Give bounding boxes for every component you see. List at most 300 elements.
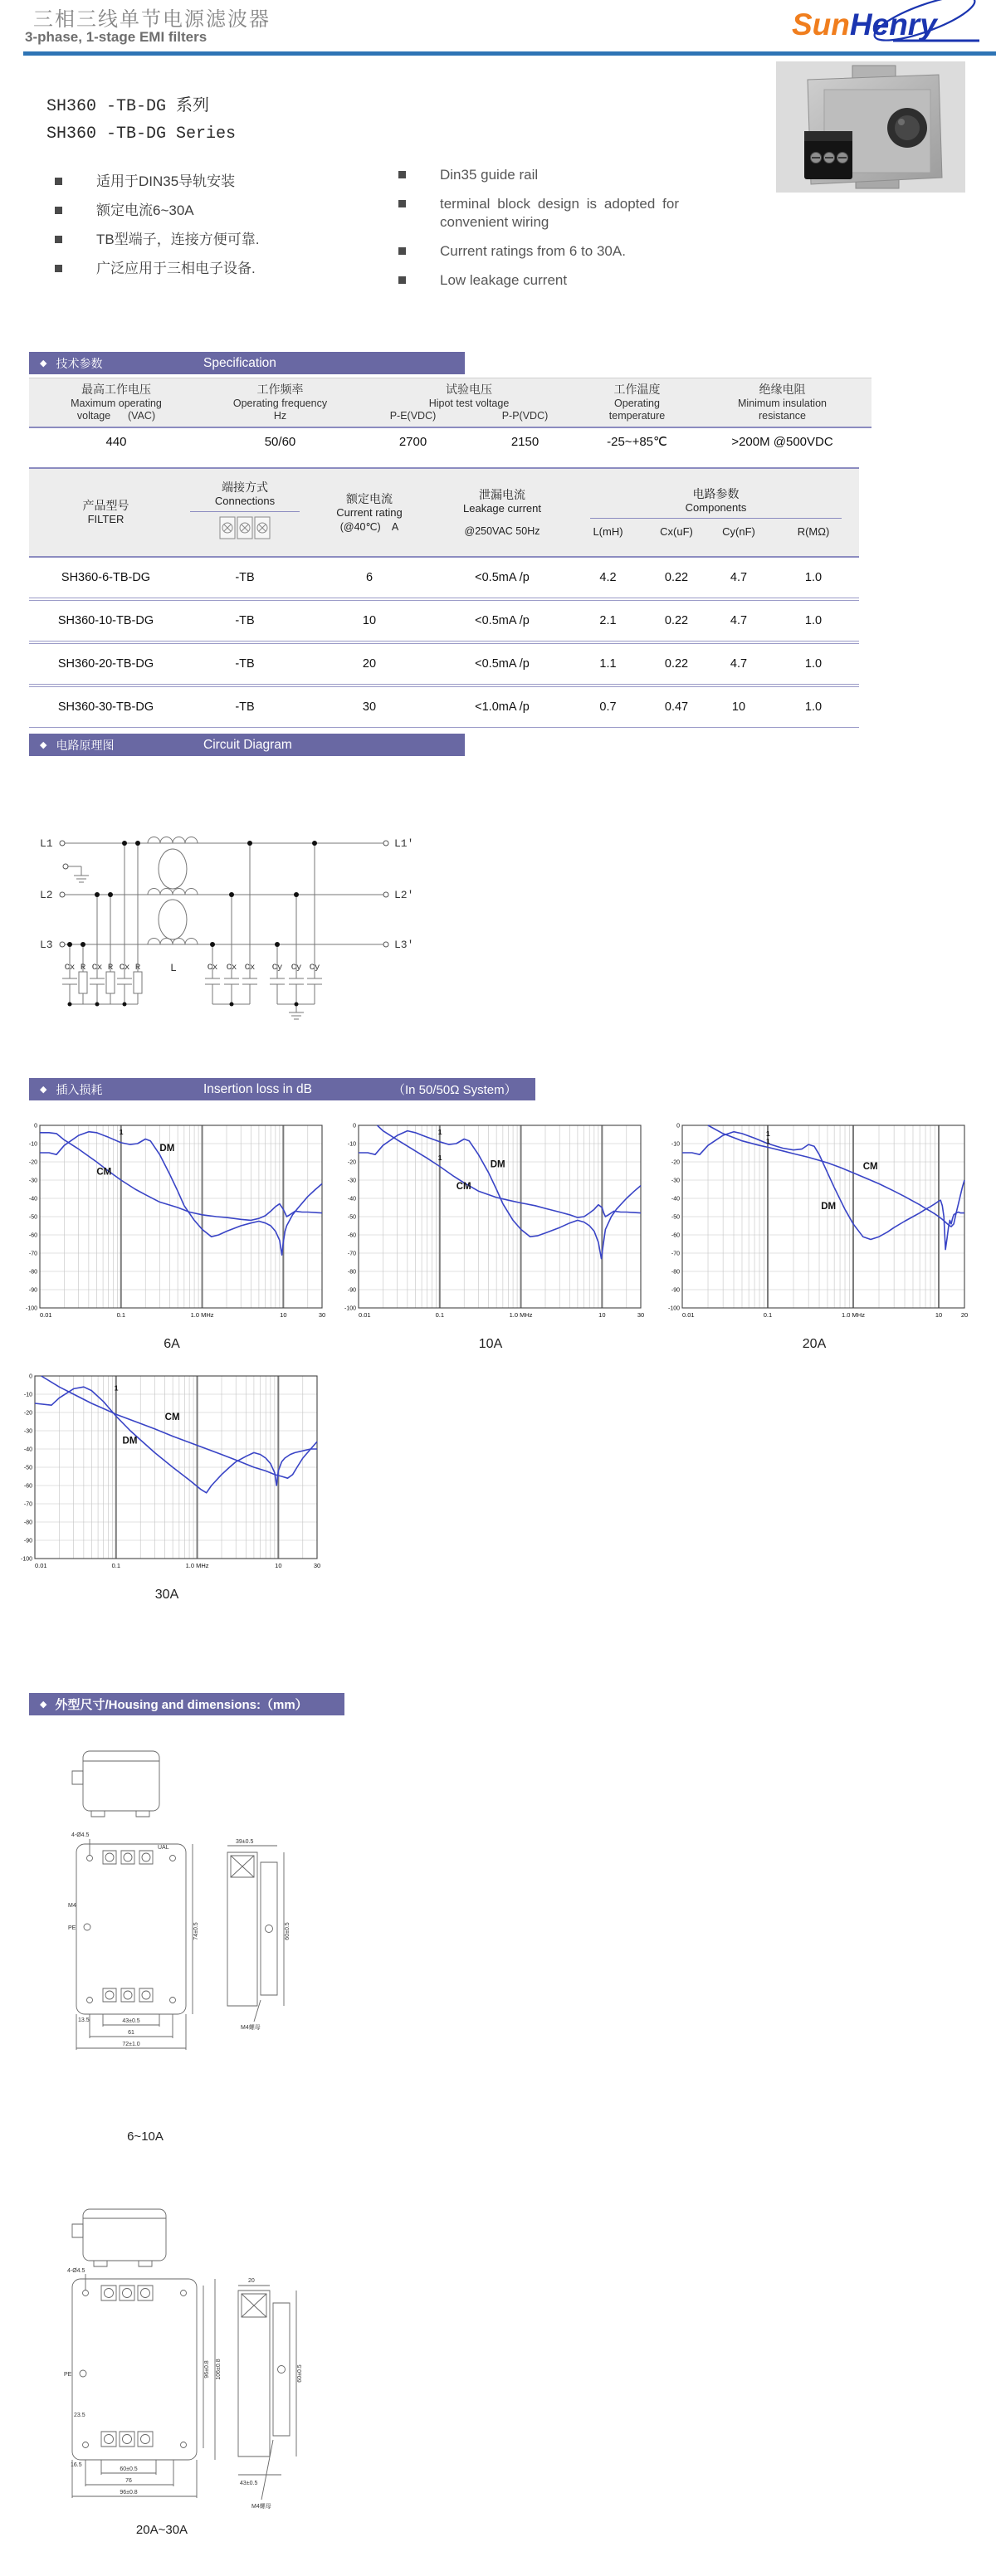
dimension-drawing-small [65, 1736, 297, 2130]
x-tick-label: 1.0 MHz [842, 1311, 865, 1319]
header-zh: 产品型号 [82, 498, 129, 512]
dim-label: 72±1.0 [122, 2042, 140, 2047]
bullet-square-icon [398, 200, 406, 207]
cell: 20 [362, 657, 377, 671]
y-tick-label: -60 [23, 1483, 32, 1490]
insertion-loss-plot-svg [15, 1120, 329, 1328]
chart-plot-area [334, 1120, 647, 1332]
cell: SH360-20-TB-DG [57, 657, 154, 671]
dim-label: 60±0.5 [285, 1922, 290, 1940]
dim-label: UAL [158, 1845, 169, 1851]
cell: 0.47 [664, 700, 689, 714]
feature-text: Din35 guide rail [440, 167, 539, 183]
feature-item [397, 166, 679, 184]
feature-item [397, 242, 679, 261]
feature-item [53, 260, 369, 278]
component-label: Cx [91, 963, 103, 973]
header-en: Maximum operating [71, 397, 162, 409]
header-en: Current rating [336, 506, 403, 520]
table-row [29, 644, 859, 687]
cell: 1.0 [804, 657, 823, 671]
model-table-rows [29, 558, 859, 728]
feature-text: terminal block design is adopted for convenient wiring [440, 196, 679, 230]
dim-label: 23.5 [74, 2413, 85, 2418]
dim-label: PE [68, 1925, 76, 1931]
header-sub: @250VAC 50Hz [464, 524, 540, 537]
y-tick-label: -40 [28, 1196, 37, 1203]
series-label-dm: DM [159, 1143, 175, 1154]
header-cell-current [307, 491, 432, 534]
marker-annotation: 1 [765, 1137, 770, 1145]
features-zh-list [53, 173, 369, 289]
component-label: Cx [244, 963, 256, 973]
header-cell-leakage [432, 487, 573, 538]
value-sub: 2150 [510, 434, 540, 449]
dim-label: 20 [248, 2278, 255, 2284]
y-tick-label: -60 [671, 1232, 680, 1239]
section-title-en: Specification [203, 355, 276, 370]
spec-table-header [29, 378, 872, 428]
header-divider [190, 511, 300, 512]
chart-plot-area [657, 1120, 971, 1332]
dim-label: 39±0.5 [236, 1839, 254, 1845]
y-tick-label: -20 [671, 1159, 680, 1166]
cell: 0.22 [664, 614, 689, 627]
cell: 1.0 [804, 571, 823, 584]
dim-label: 60±0.5 [297, 2364, 303, 2383]
line-label: L1' [394, 837, 414, 850]
header-en: Hipot test voltage [428, 397, 510, 409]
drawing-label-large: 20A~30A [135, 2523, 188, 2537]
series-title-zh: SH360 -TB-DG 系列 [46, 97, 210, 116]
x-tick-label: 0.01 [35, 1562, 47, 1569]
model-table-header [29, 467, 859, 558]
insertion-loss-chart-6a [15, 1120, 329, 1352]
section-title-zh: 插入损耗 [56, 1082, 103, 1096]
header-en: Hz [273, 410, 287, 422]
component-label: R [107, 963, 114, 973]
brand-logo-svg [787, 0, 989, 48]
header-en: Operating [614, 397, 660, 409]
cell: 4.2 [599, 571, 617, 584]
section-title-zh: 技术参数 [56, 356, 103, 370]
brand-logo [787, 0, 989, 48]
diamond-icon: ◆ [40, 1700, 47, 1710]
y-tick-label: 0 [34, 1123, 37, 1129]
bullet-square-icon [398, 247, 406, 255]
series-title-en: SH360 -TB-DG Series [46, 124, 237, 144]
y-tick-label: -20 [23, 1410, 32, 1417]
header-cell [693, 383, 872, 423]
dim-label: M4螺母 [241, 2025, 261, 2031]
header-en: voltage (VAC) [76, 410, 156, 422]
y-tick-label: 0 [676, 1123, 680, 1129]
feature-item [53, 202, 369, 220]
header-cell [203, 383, 357, 423]
terminal-block-top [804, 131, 852, 141]
y-tick-label: -10 [23, 1392, 32, 1398]
header-cell [357, 383, 581, 423]
front-view [72, 2274, 215, 2498]
value-sub: 2700 [398, 434, 427, 449]
header-en: Leakage current [463, 502, 541, 515]
x-tick-label: 0.01 [682, 1311, 695, 1319]
dim-label: 74±0.5 [193, 1922, 199, 1940]
bullet-square-icon [398, 276, 406, 284]
page-title-zh: 三相三线单节电源滤波器 [33, 8, 271, 31]
header-sub: L(mH) [593, 524, 623, 538]
section-title-en: Insertion loss in dB [203, 1081, 312, 1096]
y-tick-label: -10 [28, 1141, 37, 1148]
line-label: L3' [394, 939, 414, 951]
header-cell [581, 383, 693, 423]
header-zh: 最高工作电压 [81, 383, 151, 396]
y-tick-label: -10 [347, 1141, 356, 1148]
y-tick-label: -100 [25, 1305, 37, 1312]
x-tick-label: 0.1 [763, 1311, 773, 1319]
cell: 4.7 [730, 571, 748, 584]
knob-highlight [898, 119, 905, 125]
x-tick-label: 1.0 MHz [185, 1562, 209, 1569]
feature-text: 额定电流6~30A [96, 202, 194, 218]
header-sub: Cy(nF) [722, 524, 755, 538]
header-zh: 额定电流 [346, 491, 393, 505]
dim-label: 13.5 [78, 2017, 90, 2023]
x-tick-label: 10 [280, 1311, 287, 1319]
marker-annotation: 1 [765, 1129, 770, 1139]
series-label-cm: CM [164, 1412, 180, 1422]
marker-annotation: 1 [114, 1383, 119, 1393]
knob-inner [895, 115, 920, 140]
features-en-list [397, 166, 679, 300]
chart-plot-area [10, 1371, 324, 1583]
circuit-diagram-svg [17, 790, 564, 1039]
x-tick-label: 10 [275, 1562, 282, 1569]
profile-view [72, 2209, 166, 2266]
feature-item [397, 271, 679, 290]
dimension-drawing-large [62, 2199, 311, 2527]
cell: 0.22 [664, 571, 689, 584]
y-tick-label: -90 [671, 1287, 680, 1294]
insertion-loss-chart-10a [334, 1120, 647, 1352]
header-en: Operating frequency [232, 397, 328, 409]
side-view [227, 1846, 284, 2022]
y-tick-label: -100 [20, 1556, 32, 1563]
feature-text: Low leakage current [440, 272, 568, 288]
header-sub: (@40℃) A [339, 520, 399, 533]
logo-sun: Sun [792, 7, 850, 41]
y-tick-label: -80 [28, 1269, 37, 1276]
value-cell: >200M @500VDC [731, 434, 833, 449]
dim-label: 96±0.8 [204, 2360, 210, 2378]
dim-label: 4-Ø4.5 [67, 2268, 85, 2274]
y-tick-label: -80 [347, 1269, 356, 1276]
section-bar-specification [29, 352, 465, 374]
y-tick-label: -20 [347, 1159, 356, 1166]
header-cell [29, 383, 203, 423]
profile-view [72, 1751, 159, 1817]
drawing-label-small: 6~10A [127, 2130, 164, 2144]
series-label-cm: CM [456, 1182, 471, 1192]
x-tick-label: 0.1 [111, 1562, 121, 1569]
cell: SH360-30-TB-DG [57, 700, 154, 714]
x-tick-label: 1.0 MHz [509, 1311, 533, 1319]
component-label: Cx [226, 963, 237, 973]
insertion-loss-plot-svg [657, 1120, 971, 1328]
header-en: resistance [759, 410, 806, 422]
component-label: R [80, 963, 86, 973]
y-tick-label: -40 [347, 1196, 356, 1203]
bullet-square-icon [398, 171, 406, 178]
series-label-cm: CM [96, 1167, 112, 1178]
y-tick-label: 0 [29, 1373, 32, 1380]
section-title: 外型尺寸/Housing and dimensions:（mm） [55, 1698, 308, 1712]
line-label: L3 [40, 939, 53, 951]
header-sub: P-E(VDC) [389, 410, 437, 422]
series-label-cm: CM [862, 1161, 878, 1172]
chart-title: 20A [802, 1337, 827, 1351]
line-label: L1 [40, 837, 53, 850]
cell: 30 [362, 700, 377, 714]
component-label: Cx [64, 963, 76, 973]
component-label: R [134, 963, 141, 973]
y-tick-label: -30 [347, 1178, 356, 1184]
components-subheaders [573, 525, 859, 539]
x-tick-label: 20 [960, 1311, 969, 1319]
cell: <0.5mA /p [475, 571, 530, 584]
cell: 0.22 [664, 657, 689, 671]
product-photo-svg [776, 61, 965, 193]
cell: <0.5mA /p [475, 657, 530, 671]
header-zh: 试验电压 [446, 383, 492, 396]
feature-item [53, 173, 369, 191]
header-zh: 绝缘电阻 [759, 383, 806, 396]
line-label: L2 [40, 889, 53, 901]
x-tick-label: 0.01 [359, 1311, 371, 1319]
cell: SH360-6-TB-DG [61, 571, 151, 584]
feature-text: 适用于DIN35导轨安装 [96, 173, 236, 189]
table-row [29, 558, 859, 601]
header-zh: 工作温度 [613, 383, 661, 396]
y-tick-label: -10 [671, 1141, 680, 1148]
cell: 10 [731, 700, 746, 714]
header-zh: 工作频率 [256, 383, 304, 396]
y-tick-label: -80 [671, 1269, 680, 1276]
dimension-drawing-large-svg [62, 2199, 311, 2523]
y-tick-label: -50 [347, 1214, 356, 1221]
y-tick-label: -100 [667, 1305, 680, 1312]
section-bar-insertion-loss [29, 1078, 535, 1100]
diamond-icon: ◆ [40, 359, 47, 368]
x-tick-label: 10 [935, 1311, 943, 1319]
y-tick-label: -90 [23, 1538, 32, 1544]
logo-henry: Henry [849, 7, 937, 41]
header-zh: 泄漏电流 [479, 487, 525, 501]
component-labels [65, 963, 320, 973]
section-note: （In 50/50Ω System） [393, 1083, 517, 1097]
model-table [29, 467, 859, 728]
feature-item [397, 195, 679, 232]
x-tick-label: 0.1 [435, 1311, 445, 1319]
cell: -TB [235, 571, 255, 584]
header-zh: 电路参数 [692, 486, 740, 500]
coil-label: L [170, 962, 177, 974]
x-tick-label: 10 [598, 1311, 606, 1319]
y-tick-label: -50 [23, 1465, 32, 1471]
component-label: Cx [207, 963, 218, 973]
y-tick-label: -60 [28, 1232, 37, 1239]
diamond-icon: ◆ [40, 1085, 47, 1095]
product-photo [776, 61, 965, 197]
cell: 1.0 [804, 614, 823, 627]
cell: 2.1 [599, 614, 617, 627]
value-cell: -25~+85℃ [607, 435, 667, 450]
marker-annotation: 1 [437, 1153, 442, 1162]
header-cell-connections [183, 480, 307, 546]
header-en: Connections [214, 494, 276, 507]
cell: -TB [235, 614, 255, 627]
spec-table [29, 378, 872, 456]
header-divider [590, 518, 842, 519]
circuit-wires [62, 837, 386, 1020]
y-tick-label: -90 [28, 1287, 37, 1294]
cell: <0.5mA /p [475, 614, 530, 627]
x-tick-label: 30 [637, 1311, 645, 1319]
bullet-square-icon [55, 207, 62, 214]
header-rule [23, 51, 996, 56]
dim-label: 4-Ø4.5 [71, 1832, 90, 1838]
circuit-labels [40, 837, 413, 974]
y-tick-label: -70 [347, 1251, 356, 1257]
side-view [238, 2286, 296, 2500]
y-tick-label: -100 [344, 1305, 356, 1312]
series-label-dm: DM [490, 1159, 505, 1170]
y-tick-label: -90 [347, 1287, 356, 1294]
feature-item [53, 231, 369, 249]
value-cell: 440 [105, 434, 127, 449]
component-label: Cx [119, 963, 130, 973]
dimension-drawing-small-svg [65, 1736, 297, 2126]
dim-label: M4螺母 [251, 2504, 271, 2510]
x-tick-label: 30 [313, 1562, 321, 1569]
cell: 1.0 [804, 700, 823, 714]
dim-label: 76 [125, 2478, 132, 2484]
value-cell [357, 435, 581, 449]
dim-label: 16.5 [71, 2462, 82, 2468]
y-tick-label: -70 [28, 1251, 37, 1257]
header-en: Minimum insulation [738, 397, 827, 409]
terminal-block-icon [218, 515, 271, 540]
x-tick-label: 0.01 [40, 1311, 52, 1319]
table-row [29, 601, 859, 644]
dim-label: 96±0.8 [120, 2490, 138, 2496]
chart-title: 10A [478, 1337, 503, 1351]
header-cell-components [573, 486, 859, 539]
header-en: FILTER [87, 513, 124, 526]
section-title-zh: 电路原理图 [56, 738, 115, 752]
y-tick-label: -50 [671, 1214, 680, 1221]
chart-title: 30A [154, 1588, 179, 1602]
y-tick-label: 0 [353, 1123, 356, 1129]
cell: 10 [362, 614, 377, 627]
bullet-square-icon [55, 265, 62, 272]
cell: -TB [235, 657, 255, 671]
circuit-junctions [64, 841, 317, 1007]
circuit-diagram [17, 790, 564, 1043]
y-tick-label: -40 [23, 1447, 32, 1453]
feature-text: 广泛应用于三相电子设备. [96, 261, 256, 276]
x-tick-label: 0.1 [116, 1311, 126, 1319]
y-tick-label: -30 [23, 1428, 32, 1435]
y-tick-label: -30 [28, 1178, 37, 1184]
bullet-square-icon [55, 178, 62, 185]
dim-label: 60±0.5 [120, 2466, 138, 2472]
y-tick-label: -40 [671, 1196, 680, 1203]
header-sub: R(MΩ) [797, 524, 830, 538]
cell: 4.7 [730, 614, 748, 627]
bullet-square-icon [55, 236, 62, 243]
cell: -TB [235, 700, 255, 714]
cell: <1.0mA /p [475, 700, 530, 714]
chart-title: 6A [164, 1337, 180, 1351]
dim-label: 61 [128, 2030, 134, 2036]
y-tick-label: -50 [28, 1214, 37, 1221]
page-title-en: 3-phase, 1-stage EMI filters [25, 29, 208, 45]
value-cell: 50/60 [264, 434, 296, 449]
cell: 4.7 [730, 657, 748, 671]
section-title-en: Circuit Diagram [203, 737, 292, 752]
section-bar-housing [29, 1693, 344, 1715]
y-tick-label: -20 [28, 1159, 37, 1166]
dim-label: 106±0.8 [216, 2359, 222, 2380]
y-tick-label: -70 [23, 1501, 32, 1508]
component-label: Cy [271, 963, 283, 973]
x-tick-label: 30 [318, 1311, 326, 1319]
dim-label: 43±0.5 [122, 2018, 140, 2024]
feature-text: TB型端子，连接方便可靠. [96, 232, 260, 247]
diamond-icon: ◆ [40, 740, 47, 750]
y-tick-label: -70 [671, 1251, 680, 1257]
cell: SH360-10-TB-DG [57, 614, 154, 627]
series-label-dm: DM [122, 1436, 138, 1447]
marker-annotation: 1 [119, 1128, 124, 1136]
line-label: L2' [394, 889, 414, 901]
series-label-dm: DM [821, 1202, 837, 1212]
header-cell-filter [29, 498, 183, 527]
feature-text: Current ratings from 6 to 30A. [440, 243, 626, 259]
y-tick-label: -80 [23, 1520, 32, 1526]
cell: 0.7 [599, 700, 617, 714]
header-en: temperature [608, 410, 666, 422]
chart-plot-area [15, 1120, 329, 1332]
dimension-labels [64, 2268, 303, 2510]
insertion-loss-chart-30a [10, 1371, 324, 1603]
cell: 6 [365, 571, 374, 584]
header-sub: Cx(uF) [660, 524, 693, 538]
component-label: Cy [290, 963, 302, 973]
insertion-loss-plot-svg [10, 1371, 324, 1578]
y-tick-label: -30 [671, 1178, 680, 1184]
y-tick-label: -60 [347, 1232, 356, 1239]
dim-label: 43±0.5 [240, 2481, 258, 2486]
table-row [29, 687, 859, 728]
insertion-loss-plot-svg [334, 1120, 647, 1328]
insertion-loss-chart-20a [657, 1120, 971, 1352]
marker-annotation: 1 [437, 1128, 442, 1136]
header-zh: 端接方式 [222, 480, 268, 494]
header-sub: P-P(VDC) [501, 410, 549, 422]
logo-text [792, 7, 939, 41]
